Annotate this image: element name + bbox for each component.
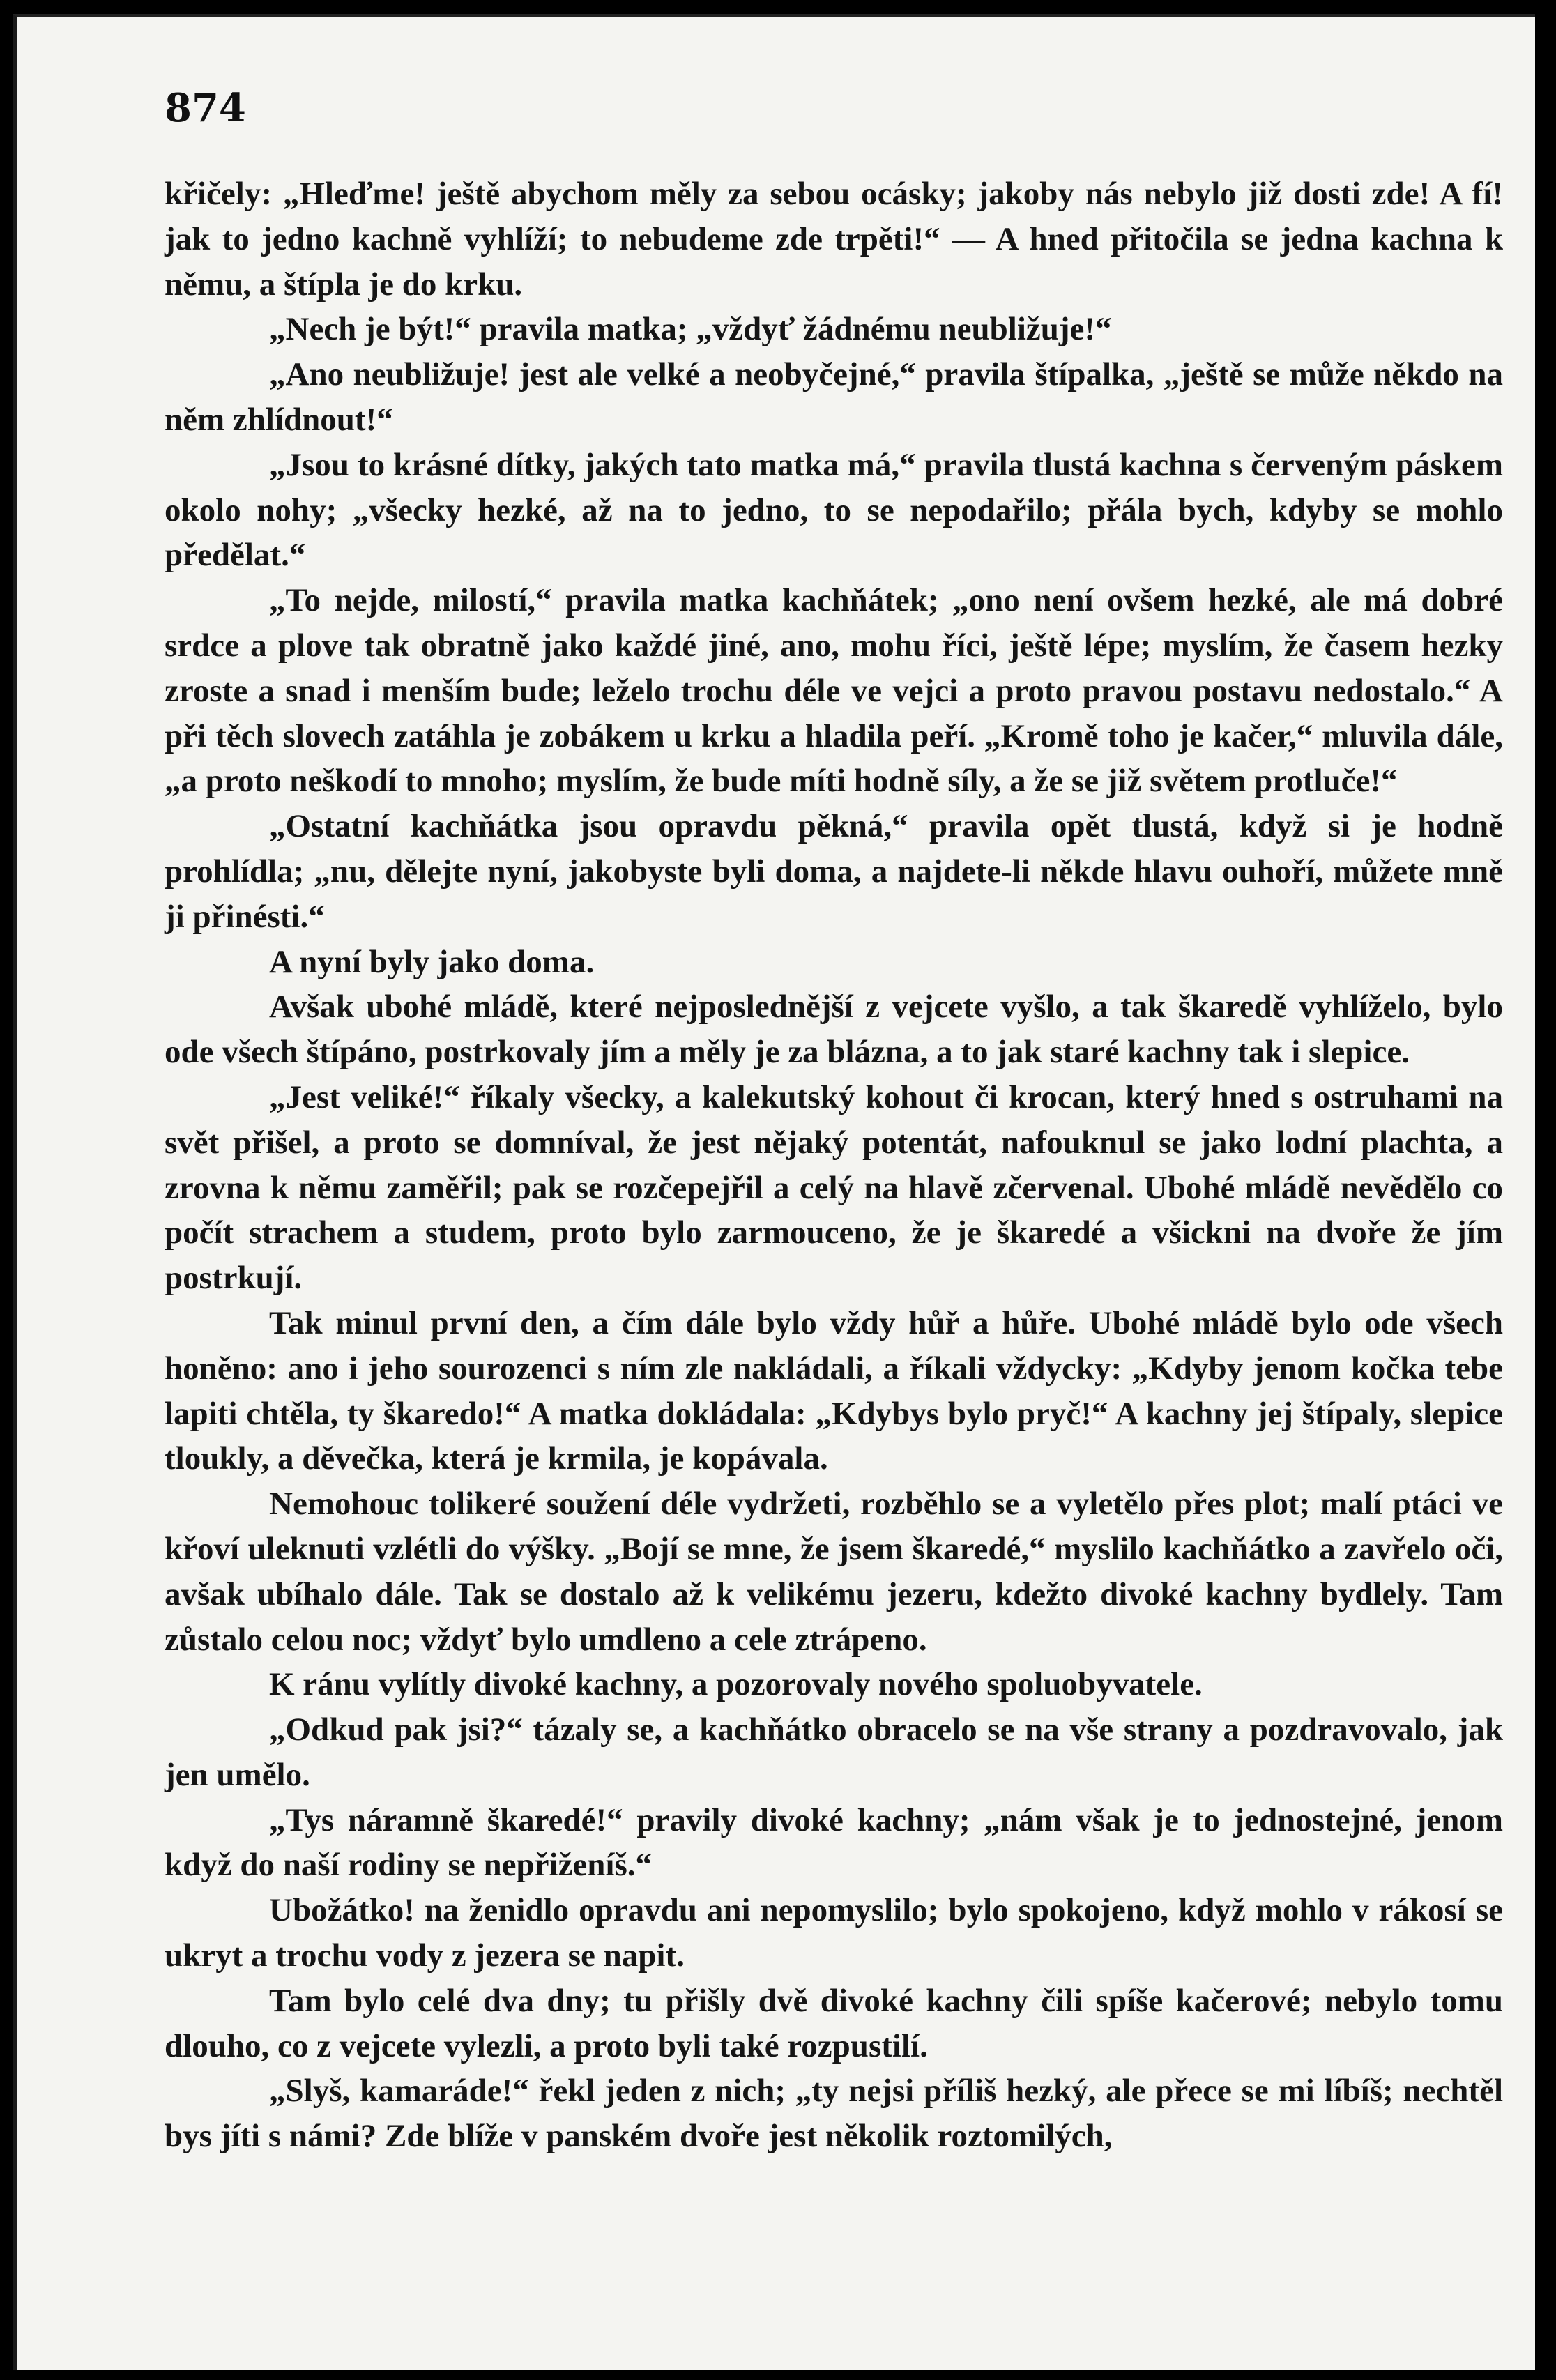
paragraph: Tak minul první den, a čím dále bylo vždy hůř a hůře. Ubohé mládě bylo ode všech honěno: ano i jeho sourozenci s ním zle nakládali, a říkali vždycky: „Kdyby jenom kočka tebe lapiti chtěla, ty škaredo!“ A matka dokládala: „Kdybys bylo pryč!“ A kachny jej štípaly, slepice tloukly, a děvečka, která je krmila, je kopávala. [165, 1304, 1503, 1477]
paragraph: „Ano neubližuje! jest ale velké a neobyčejné,“ pravila štípalka, „ještě se může někdo na něm zhlídnout!“ [165, 356, 1503, 438]
body-text [165, 171, 1503, 2159]
page-number: 874 [165, 85, 246, 131]
paragraph: „Slyš, kamaráde!“ řekl jeden z nich; „ty nejsi příliš hezký, ale přece se mi líbíš; nechtěl bys jíti s námi? Zde blíže v panském dvoře jest několik roztomilých, [165, 2073, 1503, 2155]
paragraph: K ránu vylítly divoké kachny, a pozorovaly nového spoluobyvatele. [269, 1666, 1203, 1703]
paragraph: „Tys náramně škaredé!“ pravily divoké kachny; „nám však je to jednostejné, jenom když do naší rodiny se nepřiženíš.“ [165, 1801, 1503, 1884]
paragraph: „Odkud pak jsi?“ tázaly se, a kachňátko obracelo se na vše strany a pozdravovalo, jak jen umělo. [165, 1711, 1503, 1793]
book-page [13, 14, 1535, 2370]
paragraph: křičely: „Hleďme! ještě abychom měly za sebou ocásky; jakoby nás nebylo již dosti zde! A fí! jak to jedno kachně vyhlíží; to nebudeme zde trpěti!“ — A hned přitočila se jedna kachna k němu, a štípla je do krku. [165, 176, 1503, 303]
paragraph: Ubožátko! na ženidlo opravdu ani nepomyslilo; bylo spokojeno, když mohlo v rákosí se ukryt a trochu vody z jezera se napit. [165, 1892, 1503, 1974]
paragraph: „Nech je být!“ pravila matka; „vždyť žádnému neubližuje!“ [269, 311, 1112, 348]
paragraph: A nyní byly jako doma. [269, 943, 595, 980]
paragraph: Avšak ubohé mládě, které nejposlednější z vejcete vyšlo, a tak škaredě vyhlíželo, bylo ode všech štípáno, postrkovaly jím a měly je za blázna, a to jak staré kachny tak i slepice. [165, 989, 1503, 1071]
paragraph: „Ostatní kachňátka jsou opravdu pěkná,“ pravila opět tlustá, když si je hodně prohlídla; „nu, dělejte nyní, jakobyste byli doma, a najdete-li někde hlavu ouhoří, můžete mně ji přinésti.“ [165, 808, 1503, 935]
paragraph: „To nejde, milostí,“ pravila matka kachňátek; „ono není ovšem hezké, ale má dobré srdce a plove tak obratně jako každé jiné, ano, mohu říci, ještě lépe; myslím, že časem hezky zroste a snad i menším bude; leželo trochu déle ve vejci a proto pravou postavu nedostalo.“ A při těch slovech zatáhla je zobákem u krku a hladila peří. „Kromě toho je kačer,“ mluvila dále, „a proto neškodí to mnoho; myslím, že bude míti hodně síly, a že se již světem protluče!“ [165, 582, 1503, 800]
paragraph: „Jsou to krásné dítky, jakých tato matka má,“ pravila tlustá kachna s červeným páskem okolo nohy; „všecky hezké, až na to jedno, to se nepodařilo; přála bych, kdyby se mohlo předělat.“ [165, 446, 1503, 574]
paragraph: „Jest veliké!“ říkaly všecky, a kalekutský kohout či krocan, který hned s ostruhami na svět přišel, a proto se domníval, že jest nějaký potentát, nafouknul se jako lodní plachta, a zrovna k němu zaměřil; pak se rozčepejřil a celý na hlavě zčervenal. Ubohé mládě nevědělo co počít strachem a studem, proto bylo zarmouceno, že je škaredé a všickni na dvoře že jím postrkují. [165, 1078, 1503, 1297]
paragraph: Tam bylo celé dva dny; tu přišly dvě divoké kachny čili spíše kačerové; nebylo tomu dlouho, co z vejcete vylezli, a proto byli také rozpustilí. [165, 1982, 1503, 2064]
paragraph: Nemohouc tolikeré soužení déle vydržeti, rozběhlo se a vyletělo přes plot; malí ptáci ve křoví uleknuti vzlétli do výšky. „Bojí se mne, že jsem škaredé,“ myslilo kachňátko a zavřelo oči, avšak ubíhalo dále. Tak se dostalo až k velikému jezeru, kdežto divoké kachny bydlely. Tam zůstalo celou noc; vždyť bylo umdleno a cele ztrápeno. [165, 1486, 1503, 1658]
